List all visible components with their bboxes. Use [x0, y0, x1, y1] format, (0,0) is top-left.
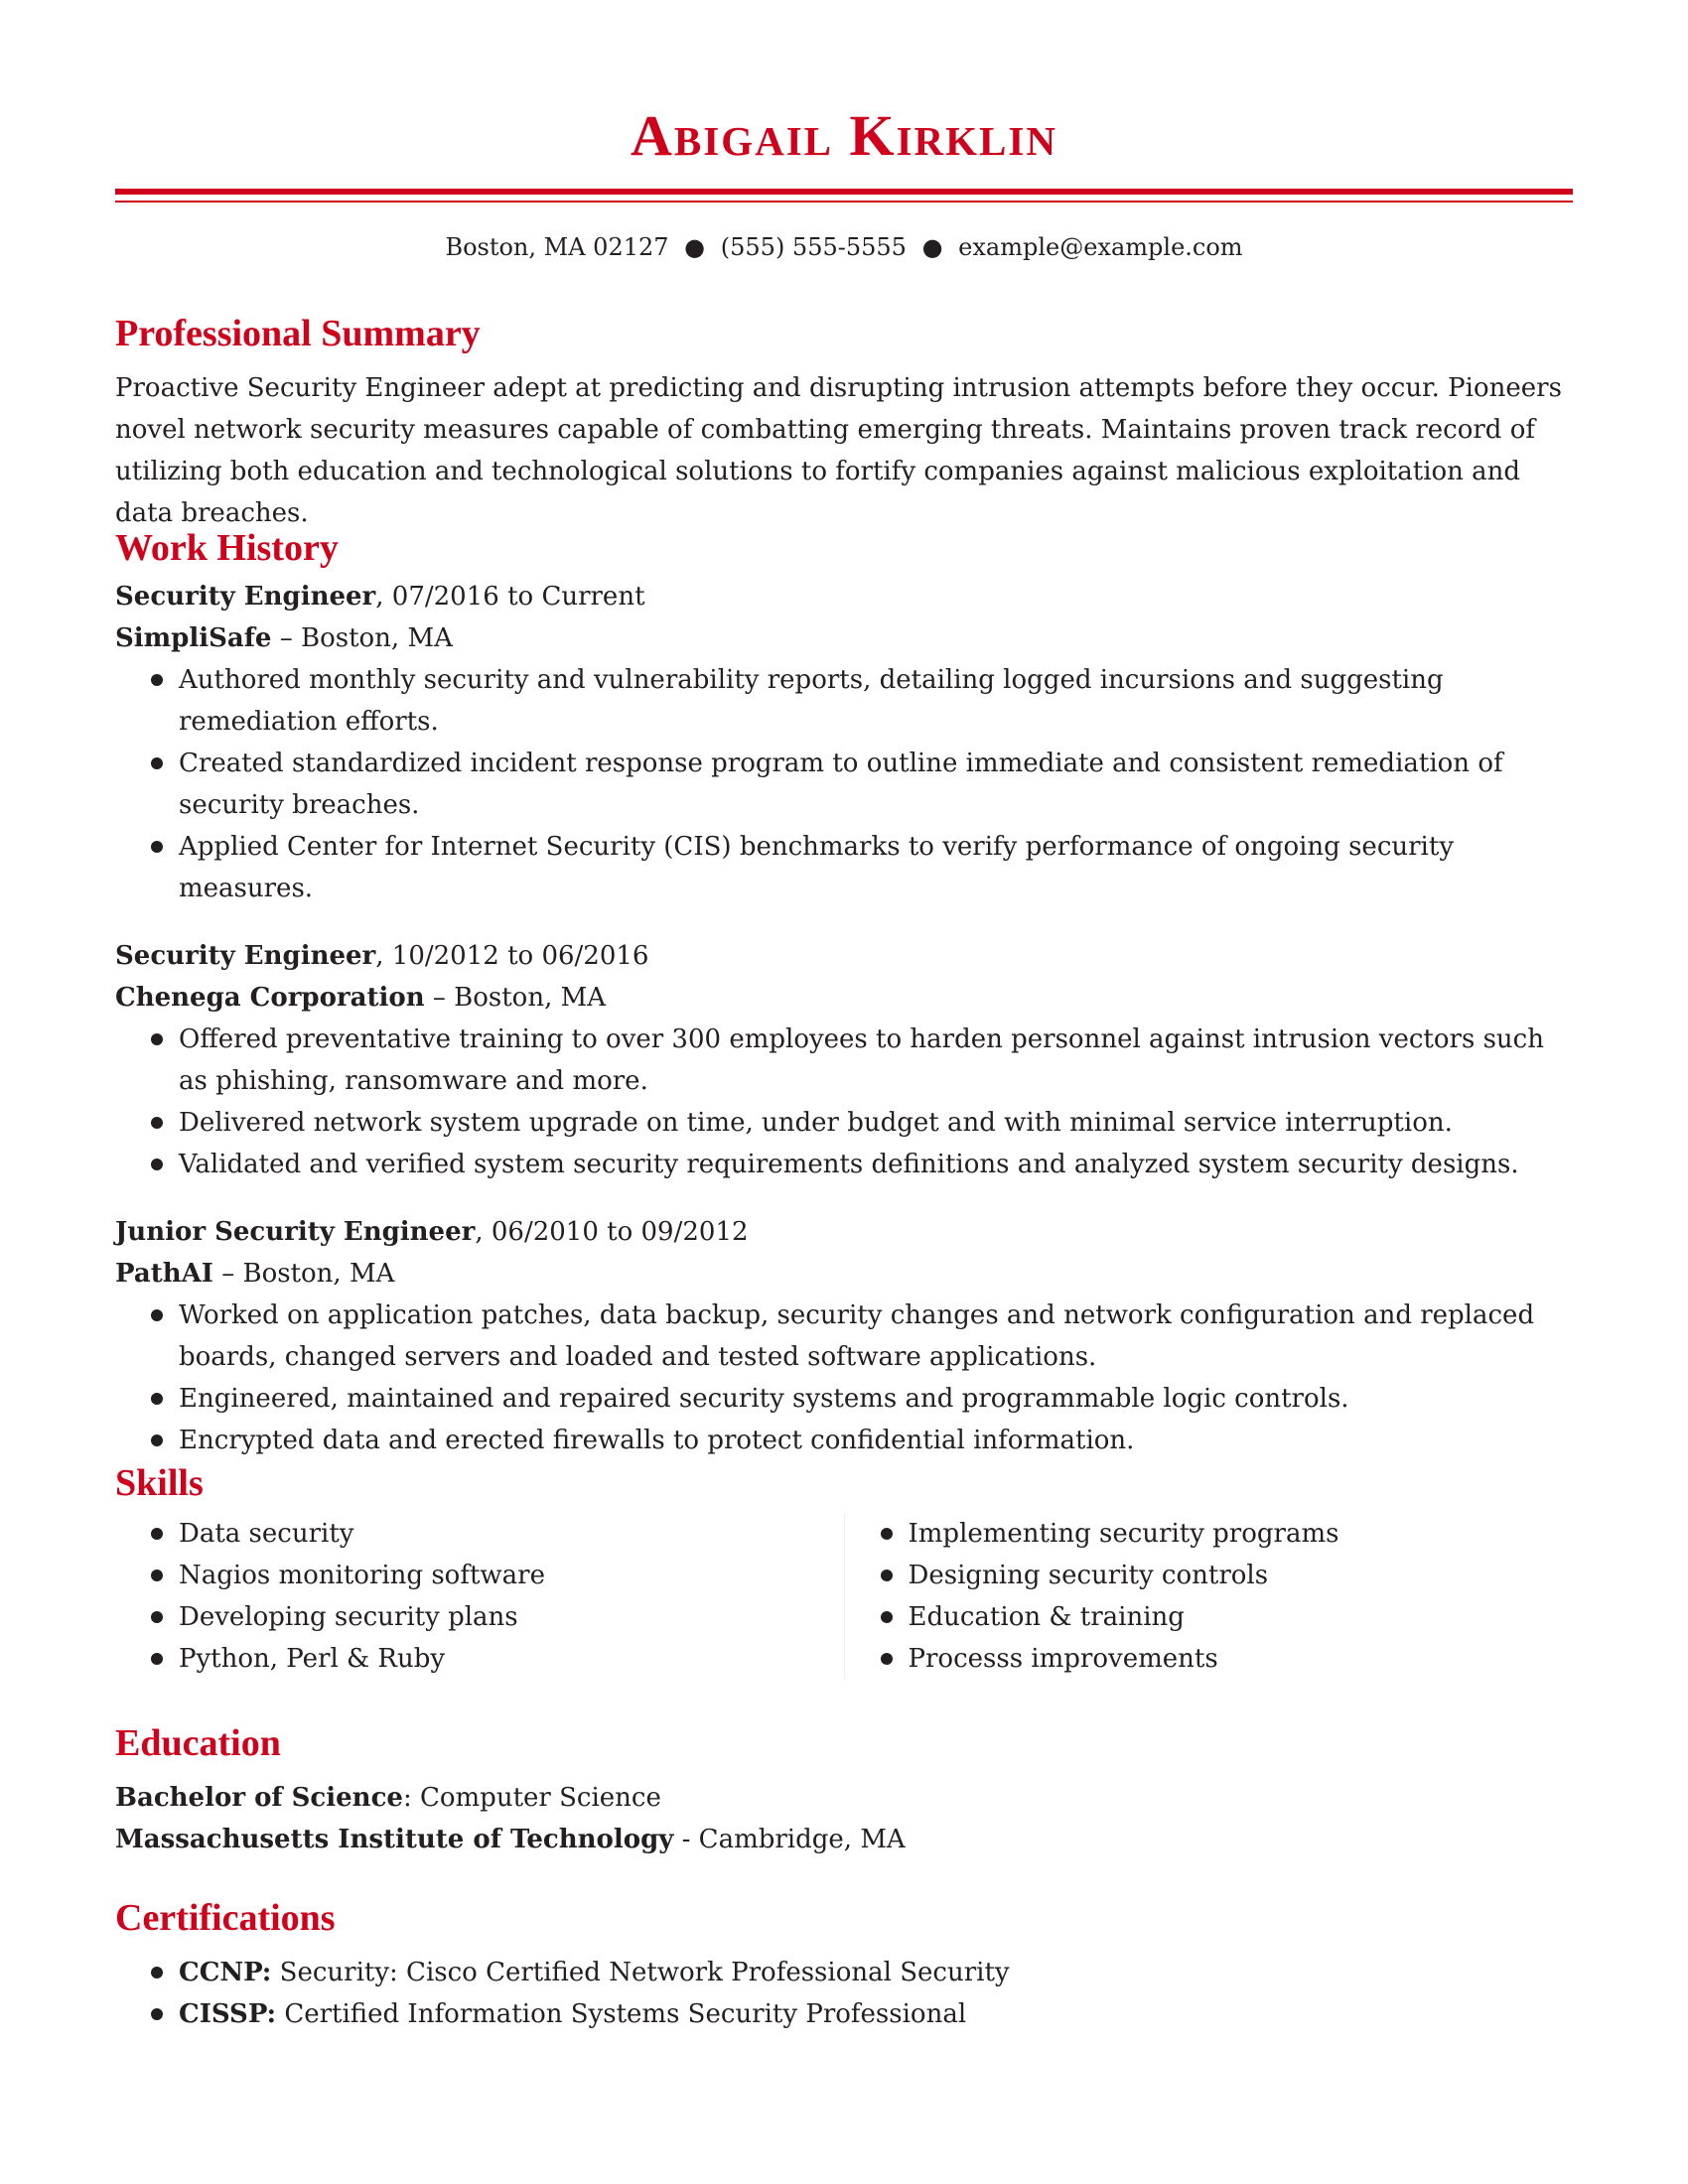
job-role: Security Engineer: [115, 941, 376, 971]
education-location: - Cambridge, MA: [673, 1825, 906, 1854]
list-item: [179, 1993, 1573, 2035]
job-dates: , 06/2010 to 09/2012: [475, 1217, 749, 1247]
list-item: Python, Perl & Ruby: [179, 1638, 844, 1680]
job-bullets: [115, 1295, 1573, 1461]
job-location: – Boston, MA: [424, 983, 606, 1013]
list-item: Validated and verified system security requirements definitions and analyzed system security designs.: [179, 1144, 1573, 1185]
job-location: – Boston, MA: [271, 623, 453, 653]
list-item: Worked on application patches, data backup, security changes and network configuration and replaced boards, changed servers and loaded and tested software applications.: [179, 1295, 1573, 1378]
contact-address: Boston, MA 02127: [445, 233, 669, 261]
list-item: Nagios monitoring software: [179, 1555, 844, 1596]
job-company: Chenega Corporation: [115, 983, 425, 1013]
list-item: Authored monthly security and vulnerability reports, detailing logged incursions and suggesting remediation efforts.: [179, 659, 1573, 743]
contact-email[interactable]: example@example.com: [958, 233, 1243, 261]
list-item: Engineered, maintained and repaired security systems and programmable logic controls.: [179, 1378, 1573, 1420]
job-title-line: [115, 576, 1573, 617]
list-item: Developing security plans: [179, 1596, 844, 1638]
section-title-summary: Professional Summary: [115, 313, 481, 354]
contact-line: [115, 232, 1573, 262]
separator-dot-icon: ●: [921, 233, 943, 261]
job-company-line: [115, 977, 1573, 1019]
list-item: Processs improvements: [909, 1638, 1574, 1680]
job-title-line: [115, 935, 1573, 977]
education-field: : Computer Science: [402, 1783, 661, 1813]
header-rule-thick: [115, 189, 1573, 195]
section-title-work-history: Work History: [115, 527, 339, 569]
job-dates: , 10/2012 to 06/2016: [375, 941, 649, 971]
job-role: Security Engineer: [115, 582, 376, 612]
job-title-line: [115, 1211, 1573, 1253]
job-entry: [115, 1211, 1573, 1461]
cert-code: CCNP:: [179, 1958, 272, 1987]
job-company: PathAI: [115, 1259, 213, 1289]
section-title-certifications: Certifications: [115, 1897, 336, 1939]
contact-phone: (555) 555-5555: [720, 233, 907, 261]
skills-list: [115, 1513, 844, 1680]
separator-dot-icon: ●: [684, 233, 706, 261]
job-bullets: [115, 1019, 1573, 1185]
certifications-section: [115, 1896, 1573, 2035]
education-school-line: [115, 1819, 1573, 1860]
list-item: Data security: [179, 1513, 844, 1555]
list-item: Created standardized incident response program to outline immediate and consistent remediation of security breaches.: [179, 743, 1573, 826]
list-item: Applied Center for Internet Security (CIS) benchmarks to verify performance of ongoing security measures.: [179, 826, 1573, 909]
list-item: Designing security controls: [909, 1555, 1574, 1596]
certifications-list: [115, 1952, 1573, 2035]
skills-column-left: [115, 1513, 844, 1680]
skills-grid: [115, 1513, 1573, 1680]
list-item: Education & training: [909, 1596, 1574, 1638]
work-history-section: [115, 526, 1573, 1461]
section-title-skills: Skills: [115, 1462, 204, 1504]
cert-code: CISSP:: [179, 1999, 277, 2029]
education-section: [115, 1721, 1573, 1860]
education-degree: Bachelor of Science: [115, 1783, 403, 1813]
job-entry: [115, 935, 1573, 1185]
job-entry: [115, 576, 1573, 909]
skills-column-right: [844, 1513, 1574, 1680]
list-item: Implementing security programs: [909, 1513, 1574, 1555]
summary-text: Proactive Security Engineer adept at predicting and disrupting intrusion attempts before they occur. Pioneers novel network security measures capable of combatting emerging threats. Maintains proven track record of utilizing both education and technological solutions to fortify companies against malicious exploitation and data breaches.: [115, 373, 1562, 528]
job-role: Junior Security Engineer: [115, 1217, 476, 1247]
skills-section: [115, 1461, 1573, 1680]
candidate-name: Abigail Kirklin: [631, 103, 1057, 168]
cert-text: Certified Information Systems Security Professional: [276, 1999, 967, 2029]
list-item: Delivered network system upgrade on time, under budget and with minimal service interruption.: [179, 1102, 1573, 1144]
job-company-line: [115, 1253, 1573, 1295]
list-item: [179, 1952, 1573, 1993]
section-title-education: Education: [115, 1722, 281, 1764]
job-dates: , 07/2016 to Current: [375, 582, 645, 612]
summary-section: [115, 312, 1573, 534]
cert-text: Security: Cisco Certified Network Professional Security: [271, 1958, 1010, 1987]
list-item: Encrypted data and erected firewalls to protect confidential information.: [179, 1420, 1573, 1461]
header-rule-thin: [115, 201, 1573, 203]
job-company-line: [115, 617, 1573, 659]
job-company: SimpliSafe: [115, 623, 272, 653]
skills-list: [845, 1513, 1574, 1680]
job-location: – Boston, MA: [212, 1259, 395, 1289]
list-item: Offered preventative training to over 300 employees to harden personnel against intrusion vectors such as phishing, ransomware and more.: [179, 1019, 1573, 1102]
job-bullets: [115, 659, 1573, 909]
education-degree-line: [115, 1777, 1573, 1819]
education-school: Massachusetts Institute of Technology: [115, 1825, 674, 1854]
